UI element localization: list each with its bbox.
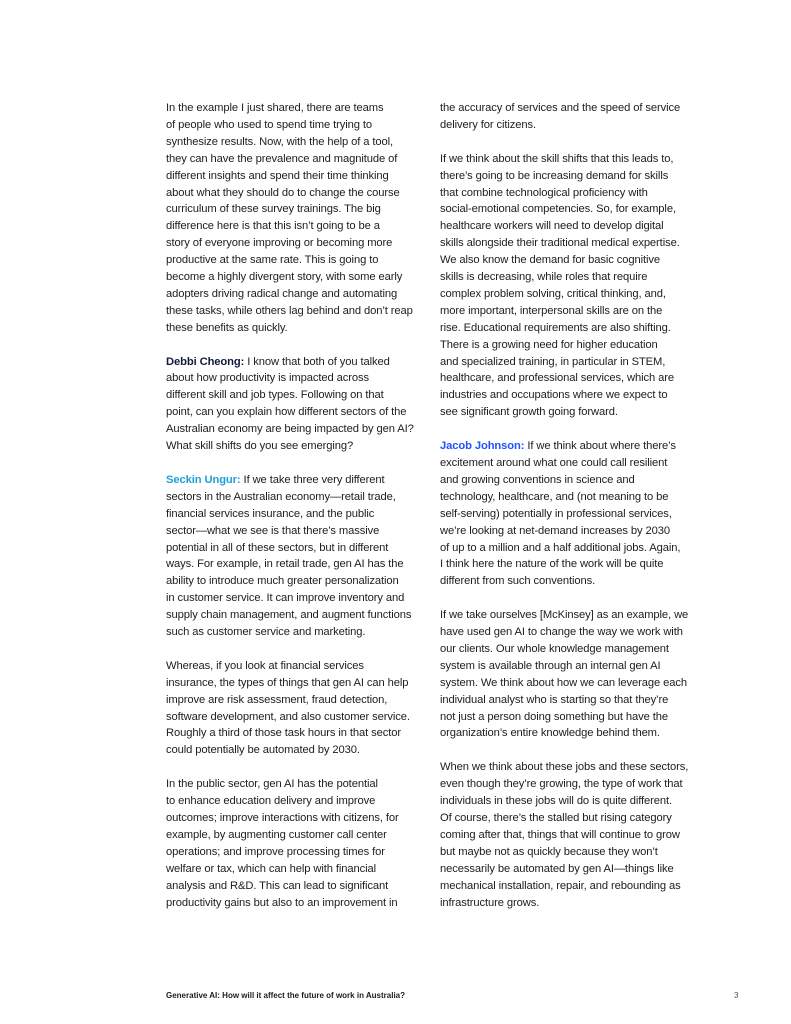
paragraph-first-line xyxy=(440,438,708,455)
text-line: What skill shifts do you see emerging? xyxy=(166,440,354,453)
speaker-text: If we think about where there’s xyxy=(524,440,676,453)
text-line: healthcare workers will need to develop digital xyxy=(440,220,664,233)
text-line: individual analyst who is starting so that they’re xyxy=(440,693,669,706)
text-line: operations; and improve processing times for xyxy=(166,845,385,858)
paragraph xyxy=(166,100,428,337)
text-line: system is available through an internal gen AI xyxy=(440,659,661,672)
text-line: that combine technological proficiency with xyxy=(440,186,648,199)
text-line: adopters driving radical change and automating xyxy=(166,287,398,300)
text-line: there’s going to be increasing demand for skills xyxy=(440,169,669,182)
text-line: point, can you explain how different sectors of the xyxy=(166,406,407,419)
text-line: software development, and also customer service. xyxy=(166,710,410,723)
text-line: delivery for citizens. xyxy=(440,118,537,131)
text-line: they can have the prevalence and magnitude of xyxy=(166,152,398,165)
speaker-text: I know that both of you talked xyxy=(244,355,390,368)
text-line: not just a person doing something but have the xyxy=(440,710,669,723)
text-line: We also know the demand for basic cognitive xyxy=(440,254,660,267)
text-line: and specialized training, in particular in STEM, xyxy=(440,355,666,368)
text-line: financial services insurance, and the public xyxy=(166,507,375,520)
text-line: social-emotional competencies. So, for example, xyxy=(440,203,676,216)
text-line: system. We think about how we can leverage each xyxy=(440,676,687,689)
text-line: necessarily be automated by gen AI—things like xyxy=(440,862,674,875)
text-line: we’re looking at net-demand increases by 2030 xyxy=(440,524,670,537)
paragraph-debbi xyxy=(166,354,428,455)
text-line: curriculum of these survey trainings. The big xyxy=(166,203,381,216)
text-line: in customer service. It can improve inventory and xyxy=(166,592,405,605)
text-line: and growing conventions in science and xyxy=(440,473,635,486)
speaker-seckin-ungur: Seckin Ungur: xyxy=(166,473,241,486)
text-line: sector—what we see is that there’s massive xyxy=(166,524,380,537)
text-line: story of everyone improving or becoming more xyxy=(166,237,393,250)
text-line: more important, interpersonal skills are on the xyxy=(440,304,663,317)
text-line: If we take ourselves [McKinsey] as an example, we xyxy=(440,609,689,622)
text-line: insurance, the types of things that gen AI can help xyxy=(166,676,409,689)
text-line: these tasks, while others lag behind and don’t reap xyxy=(166,304,413,317)
paragraph xyxy=(166,776,428,911)
text-line: skills is decreasing, while roles that require xyxy=(440,271,648,284)
text-line: self-serving) potentially in professional services, xyxy=(440,507,672,520)
text-line: potential in all of these sectors, but in different xyxy=(166,541,389,554)
text-line: In the example I just shared, there are teams xyxy=(166,102,384,114)
text-line: synthesize results. Now, with the help of a tool, xyxy=(166,135,394,148)
text-line: difference here is that this isn’t going to be a xyxy=(166,220,380,233)
paragraph xyxy=(166,658,428,759)
text-line: technology, healthcare, and (not meaning to be xyxy=(440,490,669,503)
text-line: of people who used to spend time trying to xyxy=(166,118,373,131)
left-column xyxy=(166,100,428,928)
text-line: Whereas, if you look at financial services xyxy=(166,659,364,672)
page-number: 3 xyxy=(734,991,739,1000)
text-line: different skill and job types. Following on that xyxy=(166,389,384,402)
text-line: industries and occupations where we expect to xyxy=(440,389,668,402)
text-line: Of course, there’s the stalled but rising category xyxy=(440,812,672,824)
text-line: Roughly a third of those task hours in that sector xyxy=(166,727,402,740)
text-line: outcomes; improve interactions with citizens, for xyxy=(166,812,399,824)
text-line: healthcare, and professional services, which are xyxy=(440,372,674,385)
text-line: If we think about the skill shifts that this leads to, xyxy=(440,152,674,165)
text-line: different insights and spend their time thinking xyxy=(166,169,389,182)
paragraph-first-line xyxy=(166,354,428,371)
text-line: example, by augmenting customer call center xyxy=(166,828,387,841)
text-line: productivity gains but also to an improvement in xyxy=(166,896,398,909)
text-line: about how productivity is impacted across xyxy=(166,372,369,385)
text-line: could potentially be automated by 2030. xyxy=(166,744,360,757)
paragraph xyxy=(440,759,708,911)
text-line: individuals in these jobs will do is quite different. xyxy=(440,795,673,808)
text-line: but maybe not as quickly because they won’t xyxy=(440,845,658,858)
paragraph xyxy=(440,607,708,742)
paragraph-rest xyxy=(166,489,428,641)
speaker-debbi-cheong: Debbi Cheong: xyxy=(166,355,245,368)
paragraph-rest xyxy=(440,455,708,590)
text-line: our clients. Our whole knowledge management xyxy=(440,642,669,655)
text-line: sectors in the Australian economy—retail trade, xyxy=(166,490,396,503)
text-line: even though they’re growing, the type of work that xyxy=(440,778,683,791)
speaker-text: If we take three very different xyxy=(240,473,385,486)
paragraph-jacob xyxy=(440,438,708,590)
text-line: organization’s entire knowledge behind them. xyxy=(440,727,660,740)
text-line: about what they should do to change the course xyxy=(166,186,400,199)
text-line: welfare or tax, which can help with financial xyxy=(166,862,377,875)
text-line: these benefits as quickly. xyxy=(166,321,288,334)
paragraph-seckin xyxy=(166,472,428,641)
text-line: I think here the nature of the work will be quite xyxy=(440,558,664,571)
text-line: ability to introduce much greater personalization xyxy=(166,575,399,588)
text-line: productive at the same rate. This is going to xyxy=(166,254,379,267)
text-line: There is a growing need for higher education xyxy=(440,338,658,351)
text-line: improve are risk assessment, fraud detection, xyxy=(166,693,388,706)
text-line: of up to a million and a half additional jobs. Again, xyxy=(440,541,681,554)
text-line: Australian economy are being impacted by gen AI? xyxy=(166,423,414,436)
text-line: complex problem solving, critical thinking, and, xyxy=(440,287,666,300)
text-line: the accuracy of services and the speed of service xyxy=(440,102,681,114)
footer-title: Generative AI: How will it affect the future of work in Australia? xyxy=(166,991,405,1000)
text-line: rise. Educational requirements are also shifting. xyxy=(440,321,671,334)
text-line: become a highly divergent story, with some early xyxy=(166,271,403,284)
text-line: mechanical installation, repair, and rebounding as xyxy=(440,879,681,892)
text-line: When we think about these jobs and these sectors, xyxy=(440,761,689,774)
text-line: different from such conventions. xyxy=(440,575,596,588)
text-line: ways. For example, in retail trade, gen AI has the xyxy=(166,558,404,571)
text-line: coming after that, things that will continue to grow xyxy=(440,828,680,841)
paragraph xyxy=(440,100,708,134)
paragraph-first-line xyxy=(166,472,428,489)
text-line: supply chain management, and augment functions xyxy=(166,609,412,622)
text-line: see significant growth going forward. xyxy=(440,406,618,419)
text-line: skills alongside their traditional medical expertise. xyxy=(440,237,680,250)
text-line: such as customer service and marketing. xyxy=(166,626,366,639)
paragraph xyxy=(440,151,708,422)
text-line: excitement around what one could call resilient xyxy=(440,457,668,469)
text-line: In the public sector, gen AI has the potential xyxy=(166,778,378,791)
text-line: have used gen AI to change the way we work with xyxy=(440,626,683,639)
right-column xyxy=(440,100,708,928)
text-line: analysis and R&D. This can lead to significant xyxy=(166,879,389,892)
text-line: infrastructure grows. xyxy=(440,896,540,909)
speaker-jacob-johnson: Jacob Johnson: xyxy=(440,440,525,453)
text-line: to enhance education delivery and improve xyxy=(166,795,376,808)
paragraph-rest xyxy=(166,370,428,455)
